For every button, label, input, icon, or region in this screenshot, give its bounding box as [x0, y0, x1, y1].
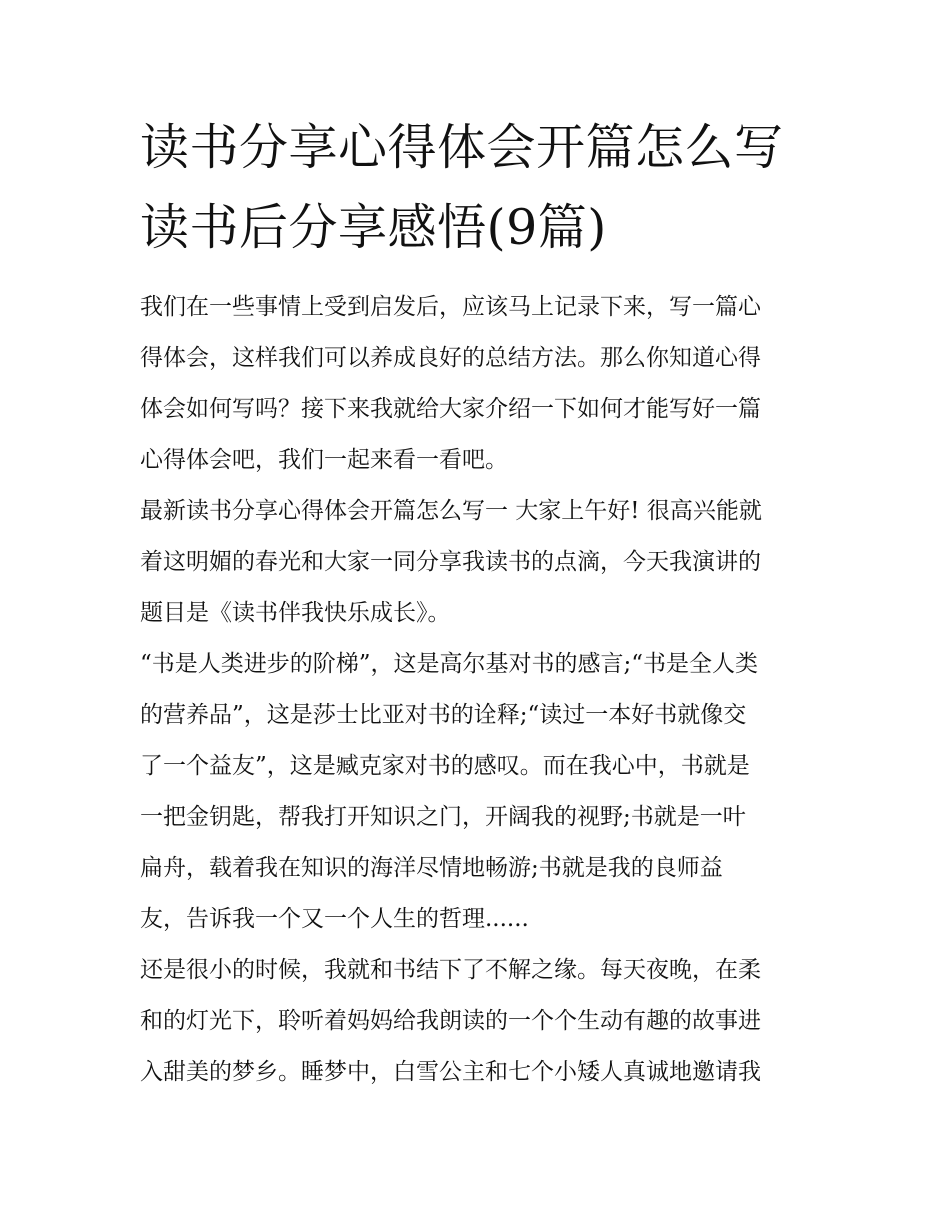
paragraph-line: 一把金钥匙，帮我打开知识之门，开阔我的视野;书就是一叶 — [140, 804, 746, 830]
paragraph-line: 还是很小的时候，我就和书结下了不解之缘。每天夜晚，在柔 — [140, 957, 761, 983]
document-page — [140, 108, 812, 1098]
paragraph-line: 得体会，这样我们可以养成良好的总结方法。那么你知道心得 — [140, 345, 761, 371]
paragraph-line: “书是人类进步的阶梯”，这是高尔基对书的感言;“书是全人类 — [140, 651, 759, 677]
document-title — [140, 108, 812, 268]
paragraph-line: 友，告诉我一个又一个人生的哲理...... — [140, 906, 529, 932]
paragraph-line: 入甜美的梦乡。睡梦中，白雪公主和七个小矮人真诚地邀请我 — [140, 1059, 761, 1085]
paragraph-line: 扁舟，载着我在知识的海洋尽情地畅游;书就是我的良师益 — [140, 855, 723, 881]
paragraph-childhood — [140, 945, 812, 1098]
paragraph-line: 和的灯光下，聆听着妈妈给我朗读的一个个生动有趣的故事进 — [140, 1008, 761, 1034]
title-line: 读书分享心得体会开篇怎么写 — [140, 119, 784, 176]
paragraph-opening — [140, 486, 812, 639]
paragraph-line: 的营养品”，这是莎士比亚对书的诠释;“读过一本好书就像交 — [140, 702, 747, 728]
paragraph-line: 了一个益友”，这是臧克家对书的感叹。而在我心中，书就是 — [140, 753, 750, 779]
paragraph-quotes — [140, 639, 812, 945]
paragraph-line: 着这明媚的春光和大家一同分享我读书的点滴，今天我演讲的 — [140, 549, 761, 575]
paragraph-line: 体会如何写吗？接下来我就给大家介绍一下如何才能写好一篇 — [140, 396, 761, 422]
paragraph-line: 我们在一些事情上受到启发后，应该马上记录下来，写一篇心 — [140, 294, 761, 320]
paragraph-line: 心得体会吧，我们一起来看一看吧。 — [140, 447, 508, 473]
paragraph-line: 题目是《读书伴我快乐成长》。 — [140, 600, 451, 626]
title-line: 读书后分享感悟(9篇) — [140, 199, 607, 256]
paragraph-line: 最新读书分享心得体会开篇怎么写一 大家上午好! 很高兴能就 — [140, 498, 762, 524]
paragraph-intro — [140, 282, 812, 486]
